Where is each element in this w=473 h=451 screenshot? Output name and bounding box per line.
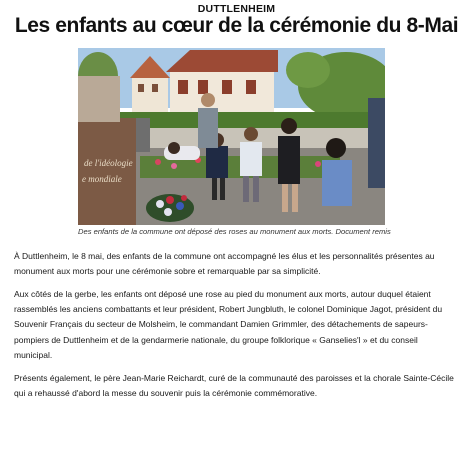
photo-caption: Des enfants de la commune ont déposé des roses au monument aux morts. Document remis — [78, 227, 391, 236]
article-paragraph-3: Présents également, le père Jean-Marie Reichardt, curé de la communauté des paroisses et la chorale Sainte-Cécile qui a rehaussé d'abord la messe du souvenir puis la cérémonie commémorative. — [14, 372, 454, 398]
article-headline: Les enfants au cœur de la cérémonie du 8-Mai — [14, 14, 459, 37]
article-body — [14, 249, 458, 409]
photo-house-left — [132, 78, 168, 112]
photo-adult-right — [368, 98, 385, 188]
photo-monument-statue — [78, 76, 120, 122]
photo-inscription-1: de l'idéologie — [84, 158, 133, 168]
photo-inscription-2: e mondiale — [82, 174, 122, 184]
article-kicker: DUTTLENHEIM — [197, 3, 276, 15]
photo-adult-left — [136, 118, 150, 152]
photo-tree-right-2 — [286, 52, 330, 88]
article-paragraph-2: Aux côtés de la gerbe, les enfants ont déposé une rose au pied du monument aux morts, autour duquel étaient rassemblés les anciens combattants et leur président, Robert Jungbluth, le colonel Dominique Jagot, président du Souvenir Français du secteur de Molsheim, le commandant Damien Grimmler, des détachements de sapeurs-pompiers de Duttlenheim et de la gendarmerie nationale, du groupe folklorique « Ganselies'l » et du conseil municipal. — [14, 289, 443, 360]
photo-monument — [78, 118, 136, 225]
article-paragraph-1: À Duttlenheim, le 8 mai, des enfants de la commune ont accompagné les élus et les personnalités présentes au monument aux morts pour une cérémonie sobre et remarquable par sa simplicité. — [14, 251, 435, 277]
article-photo — [78, 48, 385, 225]
